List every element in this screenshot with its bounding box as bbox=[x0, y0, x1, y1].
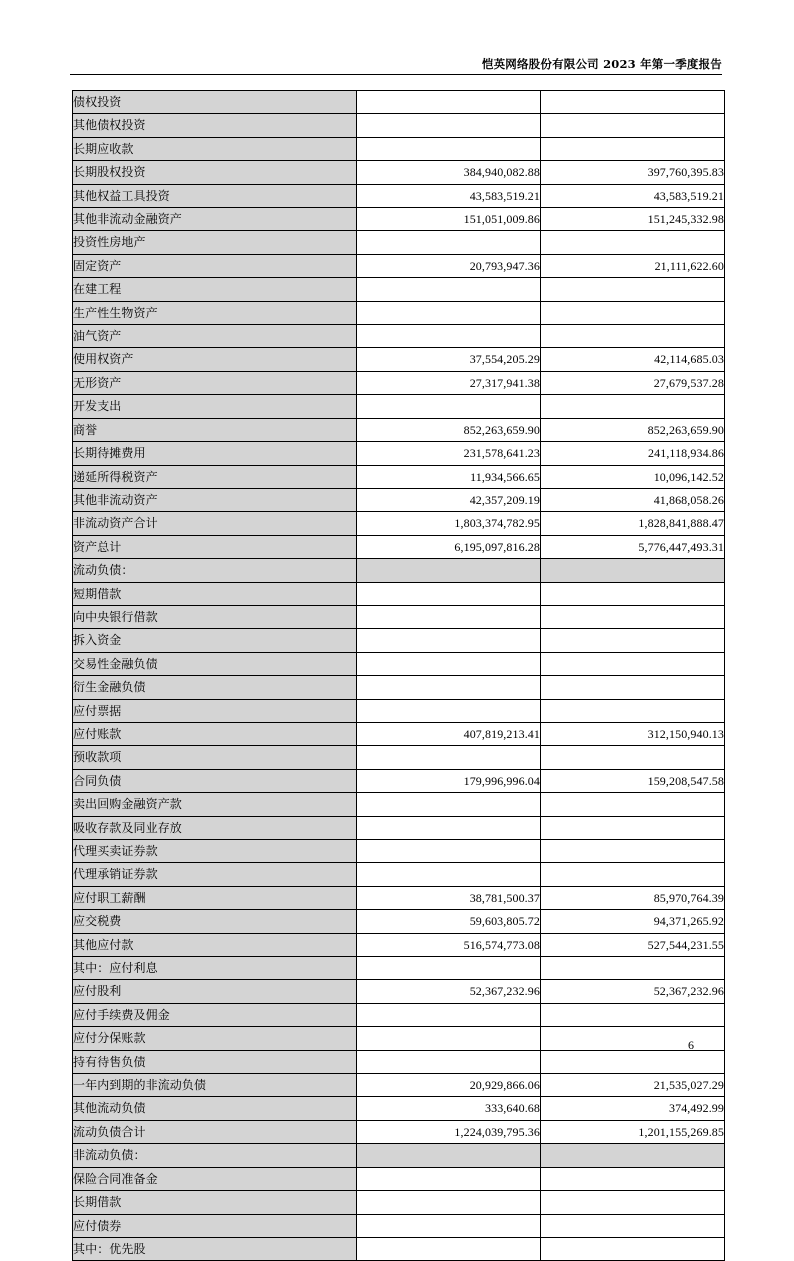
row-value-period-prior bbox=[541, 1214, 725, 1237]
row-label: 资产总计 bbox=[73, 535, 357, 558]
table-row bbox=[73, 1003, 725, 1026]
row-label: 在建工程 bbox=[73, 278, 357, 301]
row-value-period-current: 179,996,996.04 bbox=[357, 769, 541, 792]
row-label: 代理承销证券款 bbox=[73, 863, 357, 886]
table-row bbox=[73, 1144, 725, 1167]
table-row bbox=[73, 629, 725, 652]
row-value-period-current: 516,574,773.08 bbox=[357, 933, 541, 956]
row-value-period-prior bbox=[541, 1167, 725, 1190]
row-value-period-current: 52,367,232.96 bbox=[357, 980, 541, 1003]
row-value-period-current bbox=[357, 137, 541, 160]
row-label: 交易性金融负债 bbox=[73, 652, 357, 675]
row-value-period-prior bbox=[541, 1003, 725, 1026]
row-label: 预收款项 bbox=[73, 746, 357, 769]
row-value-period-current bbox=[357, 1003, 541, 1026]
row-value-period-prior bbox=[541, 629, 725, 652]
row-value-period-prior bbox=[541, 559, 725, 582]
row-value-period-current bbox=[357, 629, 541, 652]
table-row bbox=[73, 1074, 725, 1097]
row-value-period-prior bbox=[541, 652, 725, 675]
row-value-period-prior: 94,371,265.92 bbox=[541, 910, 725, 933]
table-row bbox=[73, 559, 725, 582]
row-value-period-prior bbox=[541, 957, 725, 980]
row-label: 持有待售负债 bbox=[73, 1050, 357, 1073]
row-value-period-prior: 52,367,232.96 bbox=[541, 980, 725, 1003]
row-value-period-current bbox=[357, 1214, 541, 1237]
row-label: 其他应付款 bbox=[73, 933, 357, 956]
row-label: 其中：应付利息 bbox=[73, 957, 357, 980]
row-value-period-prior bbox=[541, 746, 725, 769]
row-label: 向中央银行借款 bbox=[73, 605, 357, 628]
table-row bbox=[73, 816, 725, 839]
row-value-period-current: 852,263,659.90 bbox=[357, 418, 541, 441]
table-row bbox=[73, 114, 725, 137]
row-value-period-prior bbox=[541, 278, 725, 301]
row-value-period-current bbox=[357, 1167, 541, 1190]
row-label: 应付手续费及佣金 bbox=[73, 1003, 357, 1026]
row-label: 长期待摊费用 bbox=[73, 442, 357, 465]
row-value-period-prior bbox=[541, 793, 725, 816]
table-row bbox=[73, 1097, 725, 1120]
row-value-period-prior bbox=[541, 605, 725, 628]
row-value-period-current bbox=[357, 91, 541, 114]
table-row bbox=[73, 208, 725, 231]
row-label: 应付职工薪酬 bbox=[73, 886, 357, 909]
row-value-period-current bbox=[357, 863, 541, 886]
row-value-period-current: 407,819,213.41 bbox=[357, 722, 541, 745]
row-value-period-prior: 41,868,058.26 bbox=[541, 488, 725, 511]
row-value-period-current: 1,224,039,795.36 bbox=[357, 1120, 541, 1143]
table-row bbox=[73, 1237, 725, 1260]
row-value-period-current bbox=[357, 1191, 541, 1214]
table-row bbox=[73, 184, 725, 207]
row-value-period-prior bbox=[541, 231, 725, 254]
row-value-period-current: 37,554,205.29 bbox=[357, 348, 541, 371]
row-value-period-prior: 5,776,447,493.31 bbox=[541, 535, 725, 558]
row-value-period-current bbox=[357, 114, 541, 137]
row-label: 投资性房地产 bbox=[73, 231, 357, 254]
table-row bbox=[73, 301, 725, 324]
row-value-period-prior: 852,263,659.90 bbox=[541, 418, 725, 441]
table-row bbox=[73, 582, 725, 605]
header-rule-divider bbox=[70, 74, 722, 75]
row-label: 生产性生物资产 bbox=[73, 301, 357, 324]
row-value-period-prior: 312,150,940.13 bbox=[541, 722, 725, 745]
row-value-period-current bbox=[357, 231, 541, 254]
table-row bbox=[73, 488, 725, 511]
row-value-period-prior: 43,583,519.21 bbox=[541, 184, 725, 207]
row-label: 开发支出 bbox=[73, 395, 357, 418]
row-value-period-prior bbox=[541, 676, 725, 699]
row-value-period-current: 6,195,097,816.28 bbox=[357, 535, 541, 558]
row-value-period-prior: 27,679,537.28 bbox=[541, 371, 725, 394]
row-value-period-prior bbox=[541, 1144, 725, 1167]
row-value-period-current: 59,603,805.72 bbox=[357, 910, 541, 933]
row-value-period-prior: 21,535,027.29 bbox=[541, 1074, 725, 1097]
row-value-period-prior bbox=[541, 1237, 725, 1260]
balance-sheet-table bbox=[72, 90, 725, 1261]
row-value-period-prior bbox=[541, 395, 725, 418]
table-row bbox=[73, 254, 725, 277]
table-row bbox=[73, 137, 725, 160]
table-row bbox=[73, 980, 725, 1003]
table-row bbox=[73, 793, 725, 816]
row-value-period-current bbox=[357, 1237, 541, 1260]
table-row bbox=[73, 535, 725, 558]
row-value-period-prior: 10,096,142.52 bbox=[541, 465, 725, 488]
row-label: 使用权资产 bbox=[73, 348, 357, 371]
row-value-period-current bbox=[357, 301, 541, 324]
table-row bbox=[73, 395, 725, 418]
row-value-period-current bbox=[357, 1027, 541, 1050]
row-label: 流动负债： bbox=[73, 559, 357, 582]
row-value-period-prior bbox=[541, 325, 725, 348]
table-row bbox=[73, 465, 725, 488]
table-row bbox=[73, 746, 725, 769]
table-row bbox=[73, 161, 725, 184]
row-value-period-current bbox=[357, 395, 541, 418]
row-value-period-prior: 85,970,764.39 bbox=[541, 886, 725, 909]
row-label: 其他非流动资产 bbox=[73, 488, 357, 511]
row-value-period-current bbox=[357, 652, 541, 675]
table-row bbox=[73, 442, 725, 465]
row-value-period-current bbox=[357, 816, 541, 839]
row-value-period-prior: 1,201,155,269.85 bbox=[541, 1120, 725, 1143]
row-value-period-current bbox=[357, 840, 541, 863]
table-row bbox=[73, 699, 725, 722]
row-value-period-prior bbox=[541, 816, 725, 839]
row-label: 保险合同准备金 bbox=[73, 1167, 357, 1190]
row-label: 吸收存款及同业存放 bbox=[73, 816, 357, 839]
row-label: 卖出回购金融资产款 bbox=[73, 793, 357, 816]
row-value-period-prior: 42,114,685.03 bbox=[541, 348, 725, 371]
row-value-period-current bbox=[357, 1144, 541, 1167]
row-value-period-prior: 397,760,395.83 bbox=[541, 161, 725, 184]
table-row bbox=[73, 278, 725, 301]
row-value-period-current: 231,578,641.23 bbox=[357, 442, 541, 465]
row-label: 其中：优先股 bbox=[73, 1237, 357, 1260]
table-row bbox=[73, 863, 725, 886]
row-value-period-current: 42,357,209.19 bbox=[357, 488, 541, 511]
table-row bbox=[73, 886, 725, 909]
row-value-period-current bbox=[357, 325, 541, 348]
row-value-period-current bbox=[357, 676, 541, 699]
row-value-period-current bbox=[357, 605, 541, 628]
row-value-period-current: 20,929,866.06 bbox=[357, 1074, 541, 1097]
row-value-period-prior: 151,245,332.98 bbox=[541, 208, 725, 231]
row-label: 应付账款 bbox=[73, 722, 357, 745]
row-value-period-prior: 374,492.99 bbox=[541, 1097, 725, 1120]
row-label: 其他流动负债 bbox=[73, 1097, 357, 1120]
row-value-period-current bbox=[357, 582, 541, 605]
row-label: 衍生金融负债 bbox=[73, 676, 357, 699]
table-row bbox=[73, 1050, 725, 1073]
row-value-period-current: 38,781,500.37 bbox=[357, 886, 541, 909]
row-value-period-current: 1,803,374,782.95 bbox=[357, 512, 541, 535]
row-label: 拆入资金 bbox=[73, 629, 357, 652]
row-label: 其他权益工具投资 bbox=[73, 184, 357, 207]
row-value-period-prior bbox=[541, 1050, 725, 1073]
row-label: 长期借款 bbox=[73, 1191, 357, 1214]
row-label: 其他债权投资 bbox=[73, 114, 357, 137]
row-label: 债权投资 bbox=[73, 91, 357, 114]
row-value-period-prior bbox=[541, 863, 725, 886]
row-label: 合同负债 bbox=[73, 769, 357, 792]
balance-sheet-table-body bbox=[73, 91, 725, 1261]
table-row bbox=[73, 769, 725, 792]
row-value-period-current: 20,793,947.36 bbox=[357, 254, 541, 277]
row-value-period-prior bbox=[541, 91, 725, 114]
table-row bbox=[73, 1191, 725, 1214]
row-label: 流动负债合计 bbox=[73, 1120, 357, 1143]
row-value-period-current: 384,940,082.88 bbox=[357, 161, 541, 184]
row-label: 无形资产 bbox=[73, 371, 357, 394]
row-label: 应付债券 bbox=[73, 1214, 357, 1237]
row-value-period-prior: 241,118,934.86 bbox=[541, 442, 725, 465]
table-row bbox=[73, 840, 725, 863]
row-label: 一年内到期的非流动负债 bbox=[73, 1074, 357, 1097]
table-row bbox=[73, 418, 725, 441]
table-row bbox=[73, 91, 725, 114]
table-row bbox=[73, 676, 725, 699]
table-row bbox=[73, 325, 725, 348]
table-row bbox=[73, 371, 725, 394]
table-row bbox=[73, 231, 725, 254]
row-value-period-current: 27,317,941.38 bbox=[357, 371, 541, 394]
row-value-period-prior: 1,828,841,888.47 bbox=[541, 512, 725, 535]
running-header-title: 恺英网络股份有限公司 2023 年第一季度报告 bbox=[481, 57, 722, 71]
row-value-period-current bbox=[357, 957, 541, 980]
row-label: 其他非流动金融资产 bbox=[73, 208, 357, 231]
row-value-period-current bbox=[357, 559, 541, 582]
table-row bbox=[73, 722, 725, 745]
page-number: 6 bbox=[688, 1038, 694, 1052]
row-label: 应付票据 bbox=[73, 699, 357, 722]
row-value-period-current bbox=[357, 699, 541, 722]
table-row bbox=[73, 512, 725, 535]
row-label: 代理买卖证券款 bbox=[73, 840, 357, 863]
row-value-period-prior bbox=[541, 301, 725, 324]
row-label: 长期应收款 bbox=[73, 137, 357, 160]
table-row bbox=[73, 933, 725, 956]
row-value-period-current bbox=[357, 746, 541, 769]
row-label: 应付股利 bbox=[73, 980, 357, 1003]
row-value-period-prior: 21,111,622.60 bbox=[541, 254, 725, 277]
row-label: 应付分保账款 bbox=[73, 1027, 357, 1050]
table-row bbox=[73, 1214, 725, 1237]
row-label: 油气资产 bbox=[73, 325, 357, 348]
row-value-period-prior bbox=[541, 114, 725, 137]
row-value-period-prior bbox=[541, 1191, 725, 1214]
row-value-period-current bbox=[357, 793, 541, 816]
row-value-period-prior: 527,544,231.55 bbox=[541, 933, 725, 956]
table-row bbox=[73, 957, 725, 980]
table-row bbox=[73, 1120, 725, 1143]
row-value-period-prior bbox=[541, 137, 725, 160]
row-value-period-prior bbox=[541, 582, 725, 605]
row-label: 固定资产 bbox=[73, 254, 357, 277]
row-value-period-prior bbox=[541, 699, 725, 722]
row-value-period-current: 333,640.68 bbox=[357, 1097, 541, 1120]
table-row bbox=[73, 1167, 725, 1190]
row-label: 短期借款 bbox=[73, 582, 357, 605]
row-value-period-current bbox=[357, 278, 541, 301]
table-row bbox=[73, 652, 725, 675]
row-label: 非流动负债： bbox=[73, 1144, 357, 1167]
row-label: 递延所得税资产 bbox=[73, 465, 357, 488]
row-label: 应交税费 bbox=[73, 910, 357, 933]
row-label: 非流动资产合计 bbox=[73, 512, 357, 535]
row-value-period-current: 151,051,009.86 bbox=[357, 208, 541, 231]
row-value-period-current bbox=[357, 1050, 541, 1073]
row-value-period-current: 43,583,519.21 bbox=[357, 184, 541, 207]
row-value-period-prior bbox=[541, 840, 725, 863]
table-row bbox=[73, 1027, 725, 1050]
row-label: 商誉 bbox=[73, 418, 357, 441]
row-value-period-current: 11,934,566.65 bbox=[357, 465, 541, 488]
table-row bbox=[73, 910, 725, 933]
table-row bbox=[73, 348, 725, 371]
row-value-period-prior: 159,208,547.58 bbox=[541, 769, 725, 792]
row-label: 长期股权投资 bbox=[73, 161, 357, 184]
table-row bbox=[73, 605, 725, 628]
